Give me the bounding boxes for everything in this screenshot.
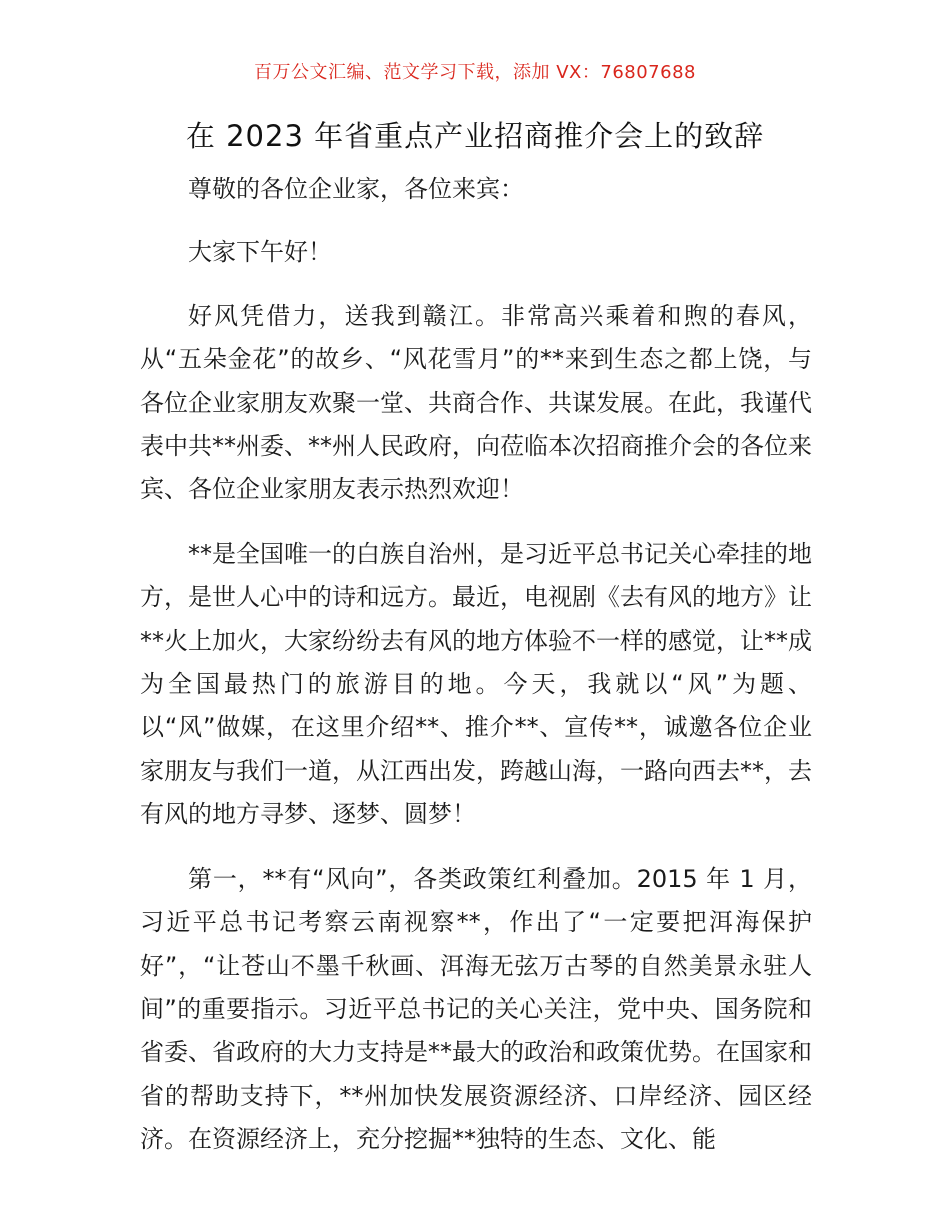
paragraph: 好风凭借力，送我到赣江。非常高兴乘着和煦的春风，从“五朵金花”的故乡、“风花雪月”的**来到生态之都上饶，与各位企业家朋友欢聚一堂、共商合作、共谋发展。在此，我谨代表中共**州委、**州人民政府，向莅临本次招商推介会的各位来宾、各位企业家朋友表示热烈欢迎！ — [140, 301, 812, 504]
paragraph: **是全国唯一的白族自治州，是习近平总书记关心牵挂的地方，是世人心中的诗和远方。最近，电视剧《去有风的地方》让**火上加火，大家纷纷去有风的地方体验不一样的感觉，让**成为全国最热门的旅游目的地。今天，我就以“风”为题、以“风”做媒，在这里介绍**、推介**、宣传**，诚邀各位企业家朋友与我们一道，从江西出发，跨越山海，一路向西去**，去有风的地方寻梦、逐梦、圆梦！ — [140, 539, 812, 829]
salutation: 尊敬的各位企业家，各位来宾： — [188, 175, 524, 203]
document-title: 在 2023 年省重点产业招商推介会上的致辞 — [185, 119, 765, 153]
header-ad-text: 百万公文汇编、范文学习下载，添加 VX：76807688 — [254, 62, 696, 83]
document-body — [140, 168, 812, 1183]
greeting: 大家下午好！ — [188, 238, 332, 267]
paragraph: 第一，**有“风向”，各类政策红利叠加。2015 年 1 月，习近平总书记考察云南视察**，作出了“一定要把洱海保护好”，“让苍山不墨千秋画、洱海无弦万古琴的自然美景永驻人间”的重要指示。习近平总书记的关心关注，党中央、国务院和省委、省政府的大力支持是**最大的政治和政策优势。在国家和省的帮助支持下，**州加快发展资源经济、口岸经济、园区经济。在资源经济上，充分挖掘**独特的生态、文化、能 — [140, 864, 812, 1154]
